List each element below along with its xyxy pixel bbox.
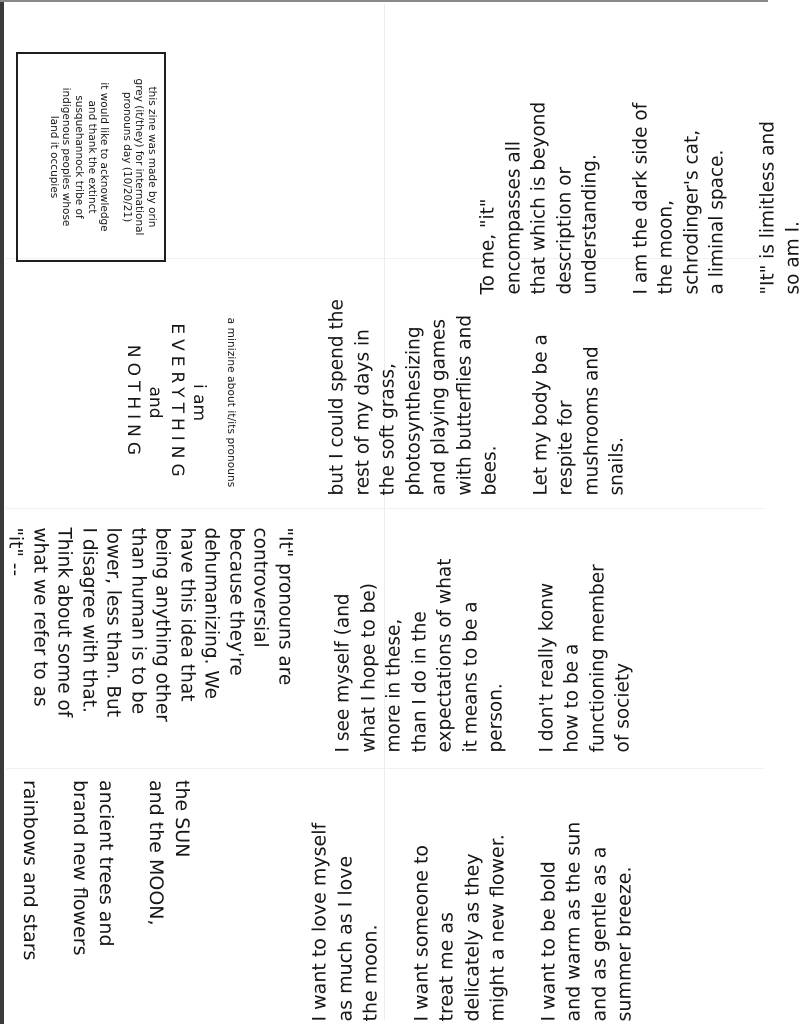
love-line: the moon. (359, 924, 382, 1022)
see-myself-panel (331, 503, 634, 753)
credit-line: and thank the extinct (85, 100, 98, 214)
intro-panel (5, 527, 297, 778)
grass-line: respite for (555, 400, 577, 496)
to-me-line: I am the dark side of (630, 102, 651, 295)
intro-line: Think about some of (54, 527, 75, 718)
grass-line: mushrooms and (581, 346, 602, 496)
see-myself-line: person. (485, 683, 507, 753)
things-line: ancient trees and (95, 780, 117, 947)
to-me-line: "It" is limitless and (757, 121, 778, 295)
to-me-line: so am I. (782, 221, 804, 295)
intro-line: than human is to be (127, 527, 149, 715)
intro-line: I disagree with that. (78, 527, 100, 713)
see-myself-line: I don't really konw (536, 582, 557, 753)
see-myself-line: what I hope to be) (358, 582, 379, 753)
see-myself-line: functioning member (587, 564, 608, 753)
love-line: I want to be bold (537, 861, 559, 1022)
see-myself-line: expectations of what (434, 558, 456, 753)
intro-line: being anything other (152, 527, 173, 722)
to-me-line: To me, "it" (477, 198, 499, 295)
credit-line: this zine was made by orin (146, 86, 158, 228)
intro-line: controversial (250, 527, 271, 648)
credit-line: pronouns day (10/20/21) (120, 91, 133, 223)
to-me-line: encompasses all (503, 141, 524, 295)
love-line: treat me as (435, 912, 458, 1022)
grass-line: bees. (479, 445, 501, 496)
things-panel (0, 780, 194, 1010)
love-line: and warm as the sun (562, 821, 585, 1022)
grass-line: and playing games (428, 319, 450, 496)
intro-line: what we refer to as (29, 527, 51, 707)
credit-line: grey (it/they) for international (133, 78, 146, 236)
title-nothing: NOTHING (123, 344, 143, 461)
things-line: the SUN (171, 780, 193, 858)
to-me-line: a liminal space. (706, 149, 728, 295)
intro-line: have this idea that (176, 527, 198, 702)
see-myself-line: it means to be a (460, 601, 481, 753)
grass-line: the soft grass, (377, 363, 399, 496)
credit-line: it would like to acknowledge (98, 82, 111, 232)
see-myself-line: than I do in the (409, 611, 430, 753)
love-line: as much as I love (334, 855, 356, 1022)
grass-line: with butterflies and (454, 314, 475, 496)
see-myself-line: more in these, (383, 618, 405, 753)
things-line: rainbows and stars (19, 780, 41, 961)
credit-box (16, 52, 166, 262)
grass-line: but I could spend the (326, 299, 348, 496)
credit-line: indigenous peoples whose (60, 87, 73, 227)
cover-title (122, 295, 210, 510)
love-line: and as gentle as a (588, 846, 610, 1022)
grass-line: photosynthesizing (403, 326, 424, 496)
things-line: brand new flowers (69, 780, 92, 956)
see-myself-line: how to be a (561, 643, 583, 753)
title-and: and (145, 386, 165, 419)
to-me-line: the moon, (655, 199, 677, 295)
credit-line: land it occupies (47, 115, 60, 199)
title-everything: EVERYTHING (167, 323, 187, 482)
love-line: I want to love myself (308, 822, 331, 1022)
to-me-line: schrodinger's cat, (681, 129, 702, 295)
to-me-panel (476, 0, 804, 295)
credit-line: susquehannock tribe of (73, 95, 86, 219)
love-line: might a new flower. (486, 834, 509, 1022)
intro-line: "it" -- (5, 527, 26, 577)
intro-line: because they're (225, 527, 247, 676)
title-line: i am (189, 383, 209, 422)
intro-line: lower, less than. But (103, 527, 124, 717)
to-me-line: understanding. (579, 154, 601, 295)
cover-panel (15, 295, 270, 510)
to-me-line: description or (554, 166, 575, 295)
intro-line: "It" pronouns are (274, 527, 296, 686)
love-line: delicately as they (461, 853, 483, 1022)
to-me-line: that which is beyond (528, 101, 550, 295)
grass-line: rest of my days in (352, 329, 373, 496)
love-line: summer breeze. (613, 866, 636, 1022)
see-myself-line: I see myself (and (332, 593, 354, 753)
cover-tagline: a minizine about it/its pronouns (225, 317, 237, 488)
love-panel (308, 782, 636, 1022)
grass-line: Let my body be a (530, 334, 551, 496)
intro-line: dehumanizing. We (201, 527, 222, 699)
see-myself-line: of society (612, 662, 634, 753)
things-line: and the MOON, (145, 780, 168, 926)
love-line: I want someone to (410, 844, 432, 1022)
grass-line: snails. (606, 437, 628, 496)
